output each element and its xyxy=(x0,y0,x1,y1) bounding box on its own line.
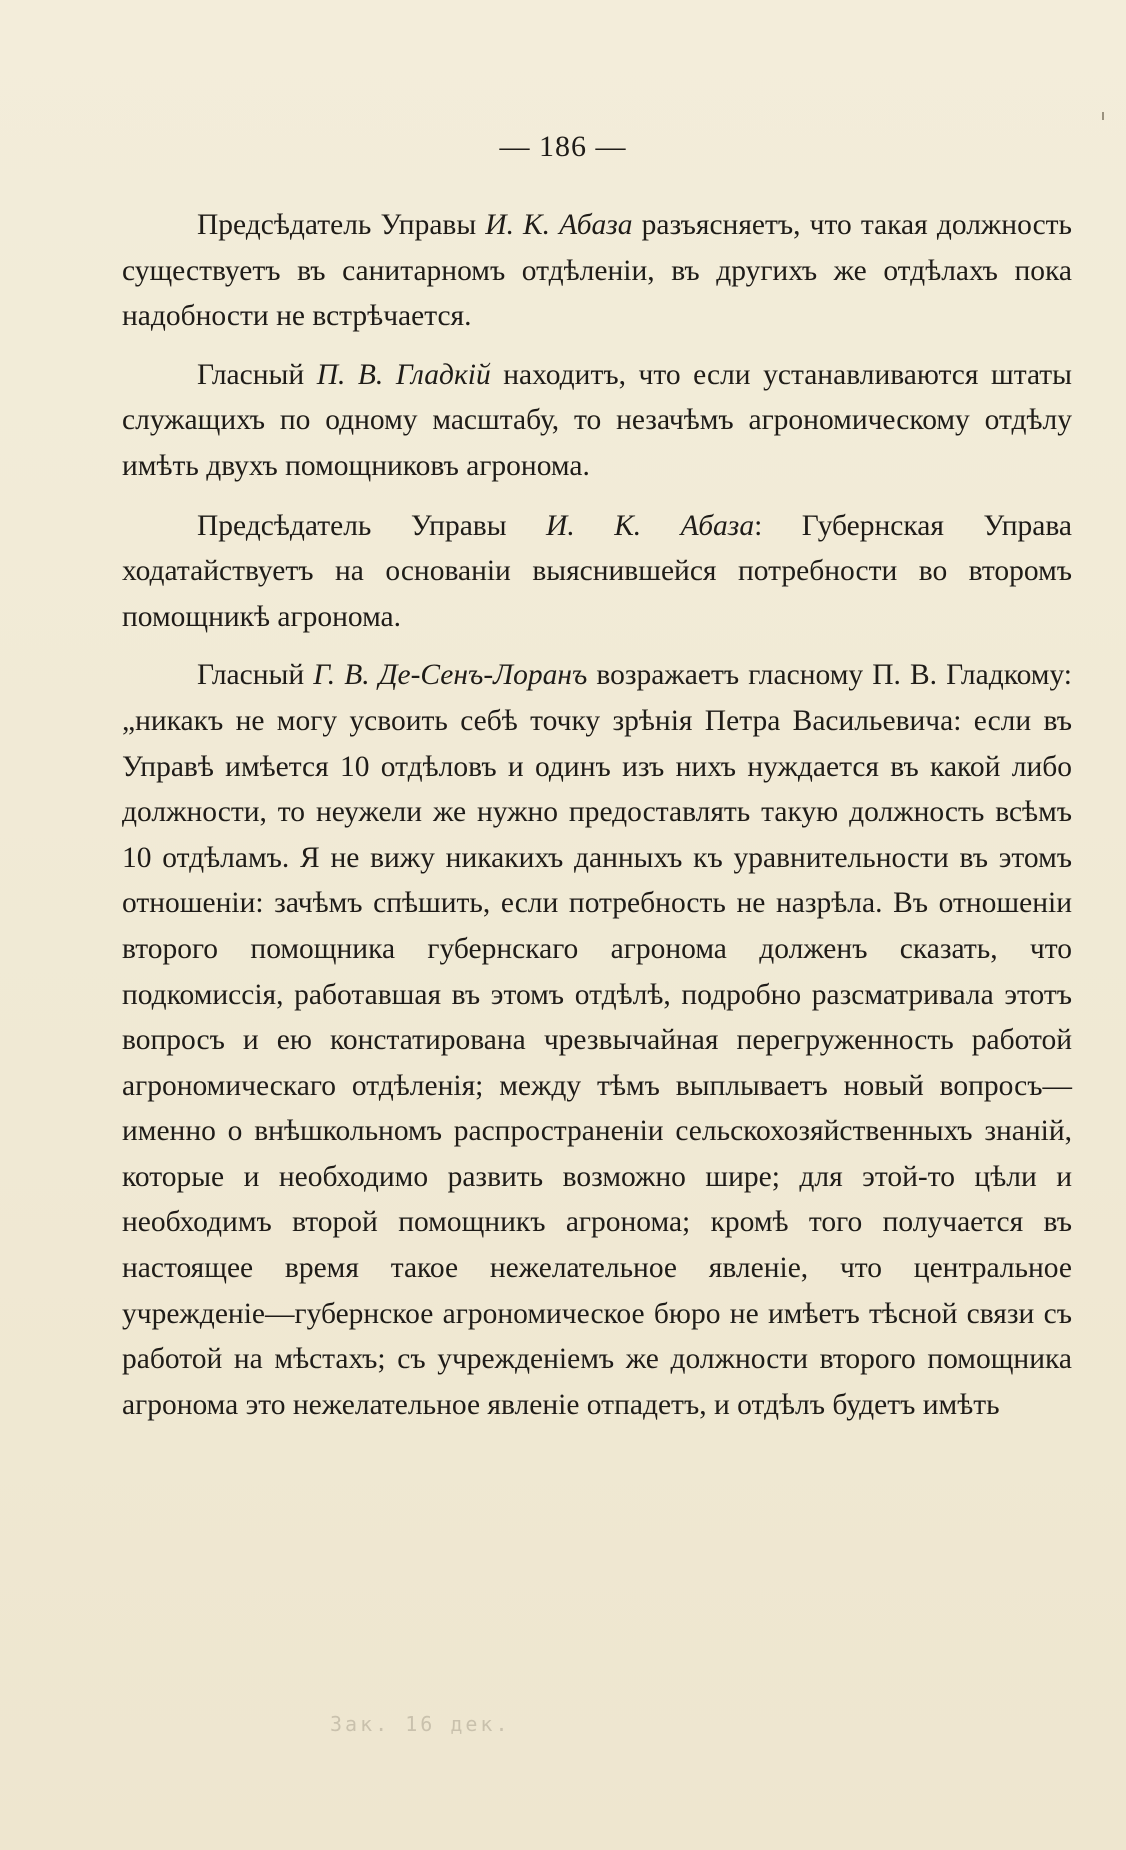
speaker-name: И. К. Абаза xyxy=(546,509,755,542)
paragraph-text: : Губернская Управа ходатайствуетъ на основанiи выяснившейся потребности во второмъ помощникѣ агронома. xyxy=(122,509,1072,633)
speaker-name: Г. В. Де-Сенъ-Лоранъ xyxy=(313,659,588,692)
speaker-title: Гласный xyxy=(197,659,314,692)
edge-mark xyxy=(1102,112,1104,120)
paragraph xyxy=(122,504,1072,641)
text-body xyxy=(122,203,1072,1441)
paragraph xyxy=(122,653,1072,1428)
speaker-title: Гласный xyxy=(197,358,317,391)
speaker-name: П. В. Гладкiй xyxy=(316,358,491,391)
paragraph-text: находитъ, что если устанавливаются штаты служащихъ по одному масштабу, то незачѣмъ агрономическому отдѣлу имѣть двухъ помощниковъ агронома. xyxy=(122,358,1072,482)
page-number: — 186 — xyxy=(499,130,627,163)
paragraph xyxy=(122,353,1072,490)
speaker-name: И. К. Абаза xyxy=(485,209,633,241)
speaker-title: Предсѣдатель Управы xyxy=(197,509,547,542)
faint-stamp: Зак. 16 дек. xyxy=(330,1712,511,1736)
paragraph-text: разъясняетъ, что такая должность существуетъ въ санитарномъ отдѣленiи, въ другихъ же отдѣлахъ пока надобности не встрѣчается. xyxy=(122,209,1073,333)
speaker-title: Предсѣдатель Управы xyxy=(197,209,486,241)
paragraph-text: возражаетъ гласному П. В. Гладкому: „никакъ не могу усвоить себѣ точку зрѣнiя Петра Васильевича: если въ Управѣ имѣется 10 отдѣловъ и одинъ изъ нихъ нуждается въ какой либо должности, то неужели же нужно предоставлять такую должность всѣмъ 10 отдѣламъ. Я не вижу никакихъ данныхъ къ уравнительности въ этомъ отношенiи: зачѣмъ спѣшить, если потребность не назрѣла. Въ отношенiи второго помощника губернскаго агронома долженъ сказать, что подкомиссiя, работавшая въ этомъ отдѣлѣ, подробно разсматривала этотъ вопросъ и ею констатирована чрезвычайная перегруженность работой агрономическаго отдѣленiя; между тѣмъ выплываетъ новый вопросъ—именно о внѣшкольномъ распространенiи сельскохозяйственныхъ знанiй, которые и необходимо развить возможно шире; для этой-то цѣли и необходимъ второй помощникъ агронома; кромѣ того получается въ настоящее время такое нежелательное явленiе, что центральное учрежденiе—губернское агрономическое бюро не имѣетъ тѣсной связи съ работой на мѣстахъ; съ учрежденiемъ же должности второго помощника агронома это нежелательное явленiе отпадетъ, и отдѣлъ будетъ имѣть xyxy=(122,659,1073,1421)
paragraph xyxy=(122,203,1072,340)
